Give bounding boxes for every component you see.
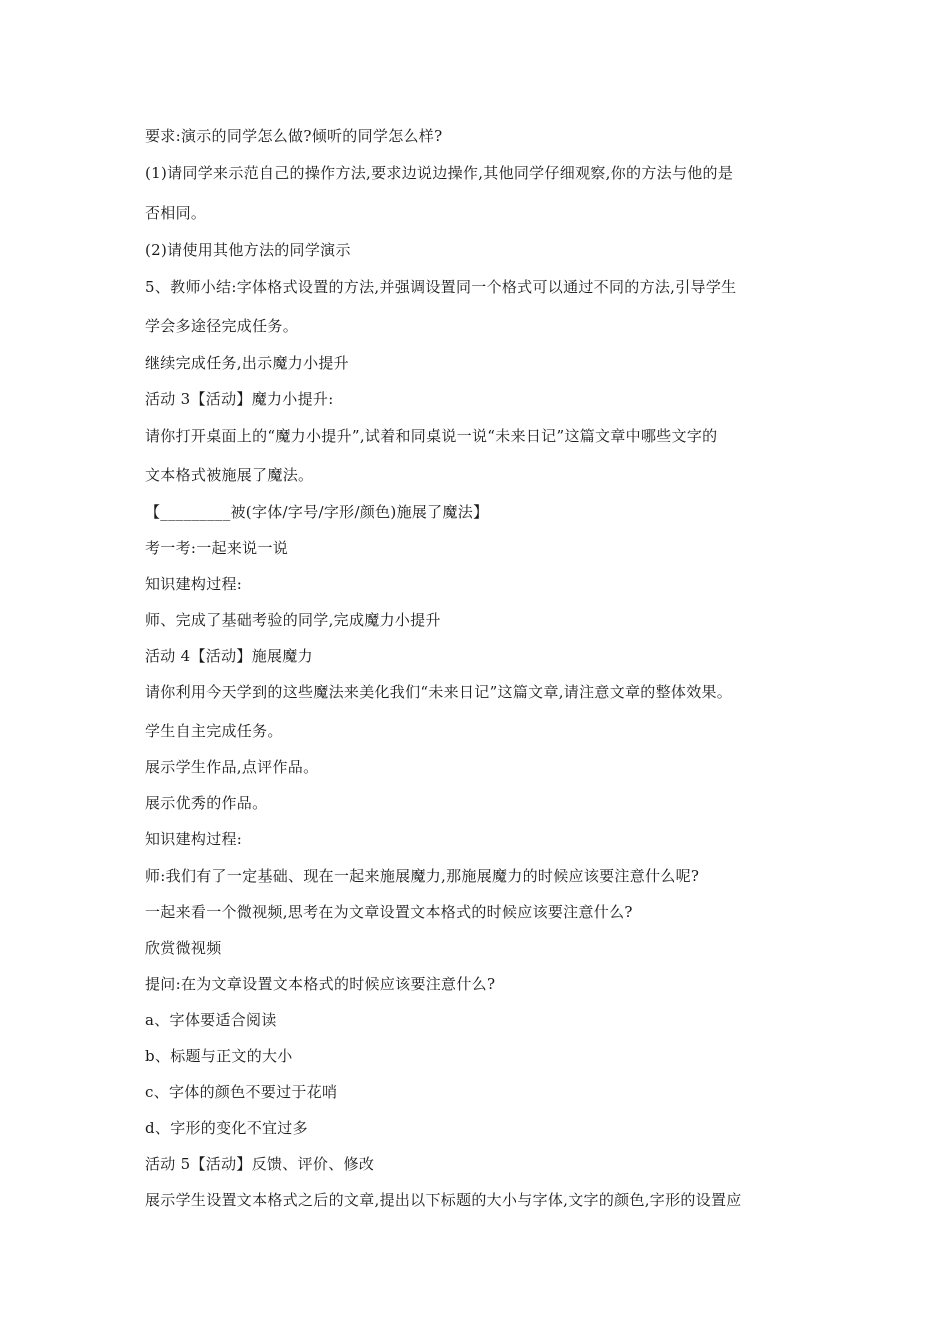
text-line: d、字形的变化不宜过多: [145, 1119, 308, 1137]
text-line: 展示学生作品,点评作品。: [145, 758, 319, 776]
text-line: (2)请使用其他方法的同学演示: [145, 241, 351, 259]
text-line: 活动 5【活动】反馈、评价、修改: [145, 1155, 375, 1173]
text-line: 活动 3【活动】魔力小提升:: [145, 390, 334, 408]
text-line: 请你打开桌面上的“魔力小提升”,试着和同桌说一说“未来日记”这篇文章中哪些文字的: [145, 427, 718, 445]
text-line: a、字体要适合阅读: [145, 1011, 277, 1029]
text-line: 继续完成任务,出示魔力小提升: [145, 354, 349, 372]
text-line: 学生自主完成任务。: [145, 722, 283, 740]
text-line: 文本格式被施展了魔法。: [145, 466, 314, 484]
text-line: 知识建构过程:: [145, 830, 243, 848]
text-line: 请你利用今天学到的这些魔法来美化我们“未来日记”这篇文章,请注意文章的整体效果。: [145, 683, 733, 701]
text-line: 5、教师小结:字体格式设置的方法,并强调设置同一个格式可以通过不同的方法,引导学生: [145, 278, 737, 296]
text-line: 提问:在为文章设置文本格式的时候应该要注意什么?: [145, 975, 496, 993]
text-line: 展示学生设置文本格式之后的文章,提出以下标题的大小与字体,文字的颜色,字形的设置应: [145, 1191, 742, 1209]
text-line: 考一考:一起来说一说: [145, 539, 289, 557]
text-line: 【_________被(字体/字号/字形/颜色)施展了魔法】: [145, 503, 489, 521]
text-line: 师:我们有了一定基础、现在一起来施展魔力,那施展魔力的时候应该要注意什么呢?: [145, 867, 700, 885]
text-line: 展示优秀的作品。: [145, 794, 268, 812]
text-line: 一起来看一个微视频,思考在为文章设置文本格式的时候应该要注意什么?: [145, 903, 633, 921]
text-line: 要求:演示的同学怎么做?倾听的同学怎么样?: [145, 127, 443, 145]
text-line: 否相同。: [145, 204, 207, 222]
text-line: b、标题与正文的大小: [145, 1047, 293, 1065]
text-line: 活动 4【活动】施展魔力: [145, 647, 313, 665]
text-line: c、字体的颜色不要过于花哨: [145, 1083, 338, 1101]
text-line: (1)请同学来示范自己的操作方法,要求边说边操作,其他同学仔细观察,你的方法与他的是: [145, 164, 734, 182]
text-line: 欣赏微视频: [145, 939, 222, 957]
text-line: 师、完成了基础考验的同学,完成魔力小提升: [145, 611, 441, 629]
text-line: 知识建构过程:: [145, 575, 243, 593]
text-line: 学会多途径完成任务。: [145, 317, 299, 335]
